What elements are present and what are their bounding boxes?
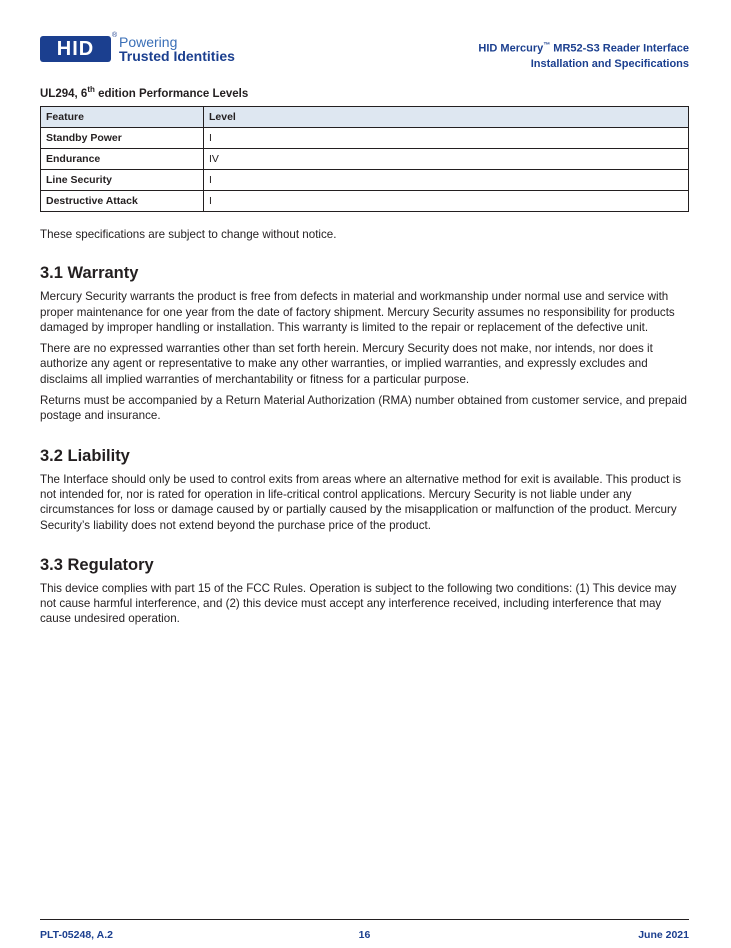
feature-cell: Destructive Attack <box>41 191 204 212</box>
tagline-line-2: Trusted Identities <box>119 48 235 64</box>
document-number: PLT-05248, A.2 <box>40 929 113 941</box>
level-cell: I <box>204 128 689 149</box>
document-title-line-2: Installation and Specifications <box>530 57 689 70</box>
table-title-suffix: edition Performance Levels <box>94 87 249 100</box>
table-row <box>41 128 689 149</box>
section-heading-liability: 3.2 Liability <box>40 446 130 465</box>
hid-logo-registered-mark: ® <box>112 32 118 39</box>
body-content <box>40 227 692 633</box>
product-name: HID Mercury <box>478 42 544 55</box>
table-row <box>41 170 689 191</box>
document-title-line-1 <box>478 38 689 57</box>
document-date: June 2021 <box>638 929 689 941</box>
tagline-line-1: Powering <box>119 34 178 50</box>
feature-cell: Standby Power <box>41 128 204 149</box>
table-title <box>40 85 248 100</box>
document-title <box>478 38 689 72</box>
change-notice: These specifications are subject to change without notice. <box>40 228 337 241</box>
column-header-feature: Feature <box>41 107 204 128</box>
page-number: 16 <box>358 929 371 941</box>
regulatory-paragraph: This device complies with part 15 of the FCC Rules. Operation is subject to the following two conditions: (1) This device may not cause harmful interference, and (2) this device must accept any interference received, including interference that may cause undesired operation. <box>40 581 677 626</box>
table-header-row <box>41 107 689 128</box>
table-row <box>41 191 689 212</box>
performance-levels-table <box>40 106 689 212</box>
table-title-prefix: UL294, 6 <box>40 87 88 100</box>
logo-tagline <box>119 35 235 63</box>
level-cell: I <box>204 191 689 212</box>
feature-cell: Line Security <box>41 170 204 191</box>
warranty-paragraph: Returns must be accompanied by a Return Material Authorization (RMA) number obtained from customer service, and prepaid postage and insurance. <box>40 394 687 423</box>
hid-logo-text: HID <box>56 37 95 60</box>
trademark-symbol: ™ <box>543 42 551 49</box>
warranty-paragraph: There are no expressed warranties other than set forth herein. Mercury Security does not make, nor intends, nor does it authorize any agent or representative to make any other warranties, or implied warranties, and expressly excludes and disclaims all implied warranties of merchantability or fitness for a particular purpose. <box>40 342 653 386</box>
table-title-superscript: th <box>87 85 95 94</box>
feature-cell: Endurance <box>41 149 204 170</box>
section-heading-warranty: 3.1 Warranty <box>40 264 139 283</box>
level-cell: I <box>204 170 689 191</box>
page-header <box>40 31 689 71</box>
warranty-paragraph: Mercury Security warrants the product is free from defects in material and workmanship under normal use and service with proper maintenance for one year from the date of factory shipment. Mercury Security assumes no responsibility for products damaged by improper handling or installation. This warranty is limited to the repair or replacement of the defective unit. <box>40 290 675 334</box>
hid-logo <box>40 32 235 64</box>
table-row <box>41 149 689 170</box>
column-header-level: Level <box>204 107 689 128</box>
product-model: MR52-S3 Reader Interface <box>550 42 689 55</box>
hid-logo-badge <box>40 36 111 62</box>
page-footer <box>40 919 689 945</box>
level-cell: IV <box>204 149 689 170</box>
section-heading-regulatory: 3.3 Regulatory <box>40 555 154 574</box>
liability-paragraph: The Interface should only be used to control exits from areas where an alternative method for exit is available. This product is not intended for, nor is rated for operation in life-critical control applications. Mercury Security is not liable under any circumstances for loss or damage caused by or partially caused by the misapplication or malfunction of the product. Mercury Security’s liability does not extend beyond the purchase price of the product. <box>40 472 681 532</box>
